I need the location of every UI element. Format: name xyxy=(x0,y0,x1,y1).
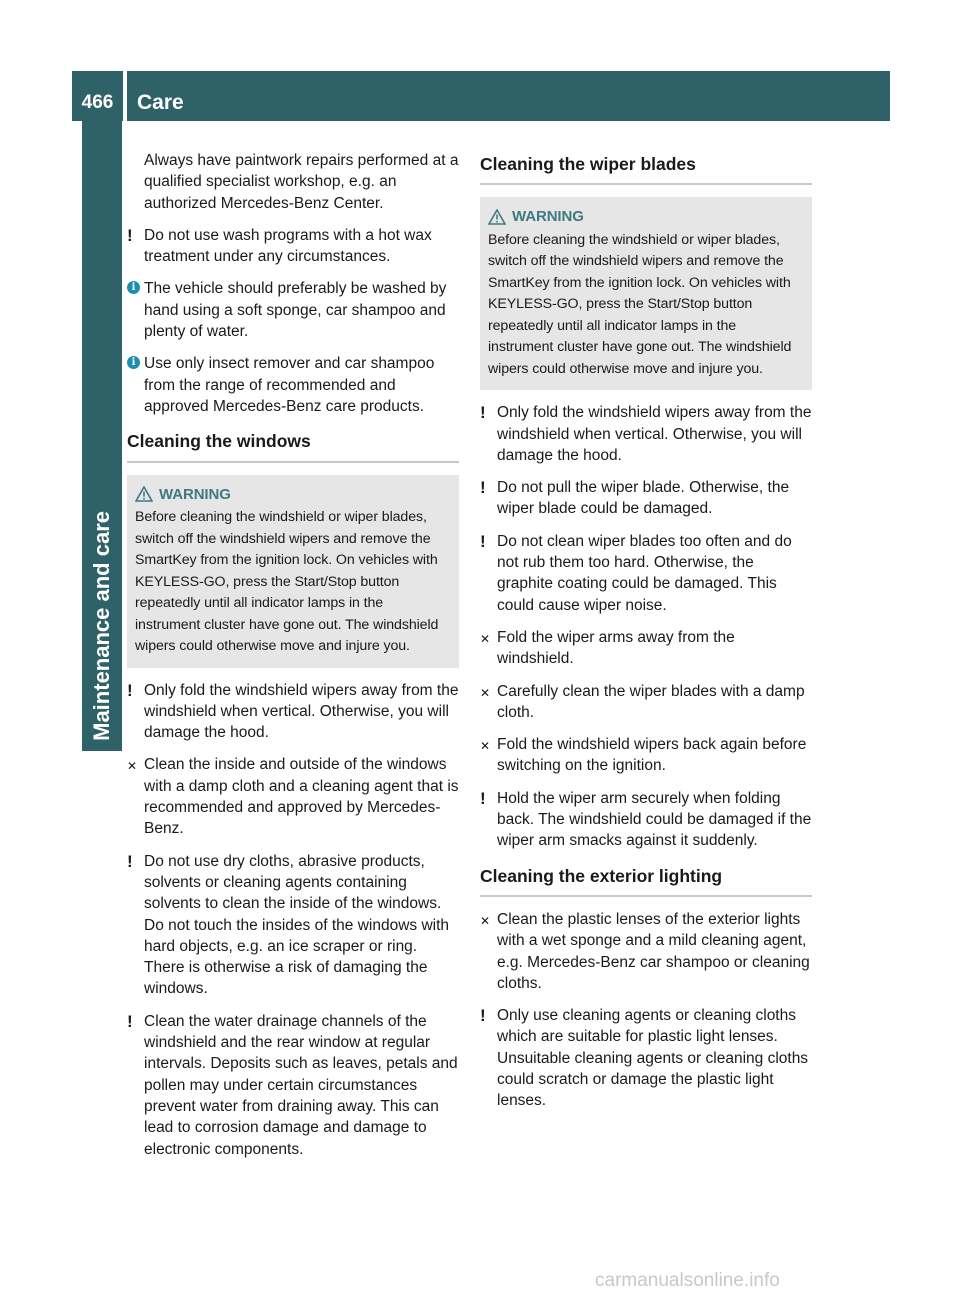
warning-triangle-icon xyxy=(135,486,153,502)
note-text: The vehicle should preferably be washed by hand using a soft sponge, car shampoo and plenty of water. xyxy=(144,280,447,341)
info-icon: i xyxy=(127,281,140,294)
arrow-icon: ✕ xyxy=(480,631,491,646)
warning-box-wipers xyxy=(480,197,812,390)
exclamation-icon: ! xyxy=(480,531,486,551)
side-tab xyxy=(82,121,122,751)
arrow-icon: ✕ xyxy=(480,685,491,700)
exclamation-icon: ! xyxy=(480,1006,486,1026)
left-notes xyxy=(127,225,459,417)
caution-note xyxy=(127,680,459,744)
left-column xyxy=(127,150,459,1171)
exclamation-icon: ! xyxy=(480,788,486,808)
note-text: Fold the windshield wipers back again before switching on the ignition. xyxy=(497,736,807,775)
side-tab-label: Maintenance and care xyxy=(89,511,114,741)
right-items-2 xyxy=(480,909,812,1112)
caution-note xyxy=(480,402,812,466)
caution-note xyxy=(480,531,812,616)
section-heading-exterior-lighting: Cleaning the exterior lighting xyxy=(480,866,812,897)
exclamation-icon: ! xyxy=(480,403,486,423)
note-text: Only fold the windshield wipers away from the windshield when vertical. Otherwise, you will damage the hood. xyxy=(144,681,459,742)
instruction-step xyxy=(480,627,812,670)
warning-label: WARNING xyxy=(512,208,584,226)
note-text: Clean the water drainage channels of the windshield and the rear window at regular intervals. Deposits such as leaves, petals and pollen may under certain circumstances prevent water from draining away. This can lead to corrosion damage and damage to electronic components. xyxy=(144,1012,458,1158)
watermark: carmanualsonline.info xyxy=(595,1270,780,1291)
page-header xyxy=(72,71,890,121)
intro-paragraph: Always have paintwork repairs performed at a qualified specialist workshop, e.g. an authorized Mercedes-Benz Center. xyxy=(144,152,459,212)
caution-note xyxy=(480,788,812,852)
exclamation-icon: ! xyxy=(127,225,133,245)
info-note xyxy=(127,278,459,342)
warning-triangle-icon xyxy=(488,209,506,225)
note-text: Do not pull the wiper blade. Otherwise, the wiper blade could be damaged. xyxy=(497,479,790,518)
page-title: Care xyxy=(127,71,890,121)
arrow-icon: ✕ xyxy=(127,759,138,774)
note-text: Only fold the windshield wipers away from the windshield when vertical. Otherwise, you will damage the hood. xyxy=(497,404,812,464)
caution-note xyxy=(127,225,459,268)
caution-note xyxy=(480,477,812,520)
warning-text: Before cleaning the windshield or wiper blades, switch off the windshield wipers and remove the SmartKey from the ignition lock. On vehicles with KEYLESS-GO, press the Start/Stop button repeatedly until all indicator lamps in the instrument cluster have gone out. The windshield wipers could otherwise move and injure you. xyxy=(488,231,792,377)
note-text: Fold the wiper arms away from the windshield. xyxy=(497,628,735,668)
note-text: Use only insect remover and car shampoo from the range of recommended and approved Mercedes-Benz care products. xyxy=(144,355,435,415)
left-items xyxy=(127,680,459,1160)
note-text: Only use cleaning agents or cleaning cloths which are suitable for plastic light lenses. Unsuitable cleaning agents or cleaning cloths could scratch or damage the plastic light lenses. xyxy=(497,1007,809,1110)
section-heading-windows: Cleaning the windows xyxy=(127,431,459,462)
arrow-icon: ✕ xyxy=(480,913,491,928)
right-items xyxy=(480,402,812,851)
warning-box-windows xyxy=(127,475,459,668)
note-text: Clean the inside and outside of the windows with a damp cloth and a cleaning agent that is recommended and approved by Mercedes-Benz. xyxy=(144,756,459,838)
exclamation-icon: ! xyxy=(480,478,486,498)
caution-note xyxy=(480,1005,812,1111)
exclamation-icon: ! xyxy=(127,1011,133,1031)
info-icon: i xyxy=(127,356,140,369)
caution-note xyxy=(127,851,459,1000)
arrow-icon: ✕ xyxy=(480,739,491,754)
note-text: Hold the wiper arm securely when folding back. The windshield could be damaged if the wiper arm smacks against it suddenly. xyxy=(497,789,812,850)
info-note xyxy=(127,353,459,417)
instruction-step xyxy=(480,681,812,724)
note-text: Do not use dry cloths, abrasive products, solvents or cleaning agents containing solvents to clean the inside of the windows. Do not touch the insides of the windows with hard objects, e.g. an ice scraper or ring. There is otherwise a risk of damaging the windows. xyxy=(144,852,450,998)
page-number: 466 xyxy=(72,71,123,121)
right-column xyxy=(480,150,812,1123)
note-text: Clean the plastic lenses of the exterior lights with a wet sponge and a mild cleaning agent, e.g. Mercedes-Benz car shampoo or cleaning cloths. xyxy=(497,910,810,992)
note-text: Do not clean wiper blades too often and do not rub them too hard. Otherwise, the graphite coating could be damaged. This could cause wiper noise. xyxy=(497,532,792,614)
instruction-step xyxy=(127,754,459,839)
note-text: Do not use wash programs with a hot wax treatment under any circumstances. xyxy=(144,226,432,266)
exclamation-icon: ! xyxy=(127,680,133,700)
note-text: Carefully clean the wiper blades with a damp cloth. xyxy=(497,682,805,721)
instruction-step xyxy=(480,909,812,994)
warning-label: WARNING xyxy=(159,485,231,503)
instruction-step xyxy=(480,734,812,777)
exclamation-icon: ! xyxy=(127,851,133,871)
warning-text: Before cleaning the windshield or wiper blades, switch off the windshield wipers and remove the SmartKey from the ignition lock. On vehicles with KEYLESS-GO, press the Start/Stop button repeatedly until all indicator lamps in the instrument cluster have gone out. The windshield wipers could otherwise move and injure you. xyxy=(135,509,439,655)
section-heading-wiper-blades: Cleaning the wiper blades xyxy=(480,154,812,185)
caution-note xyxy=(127,1011,459,1160)
